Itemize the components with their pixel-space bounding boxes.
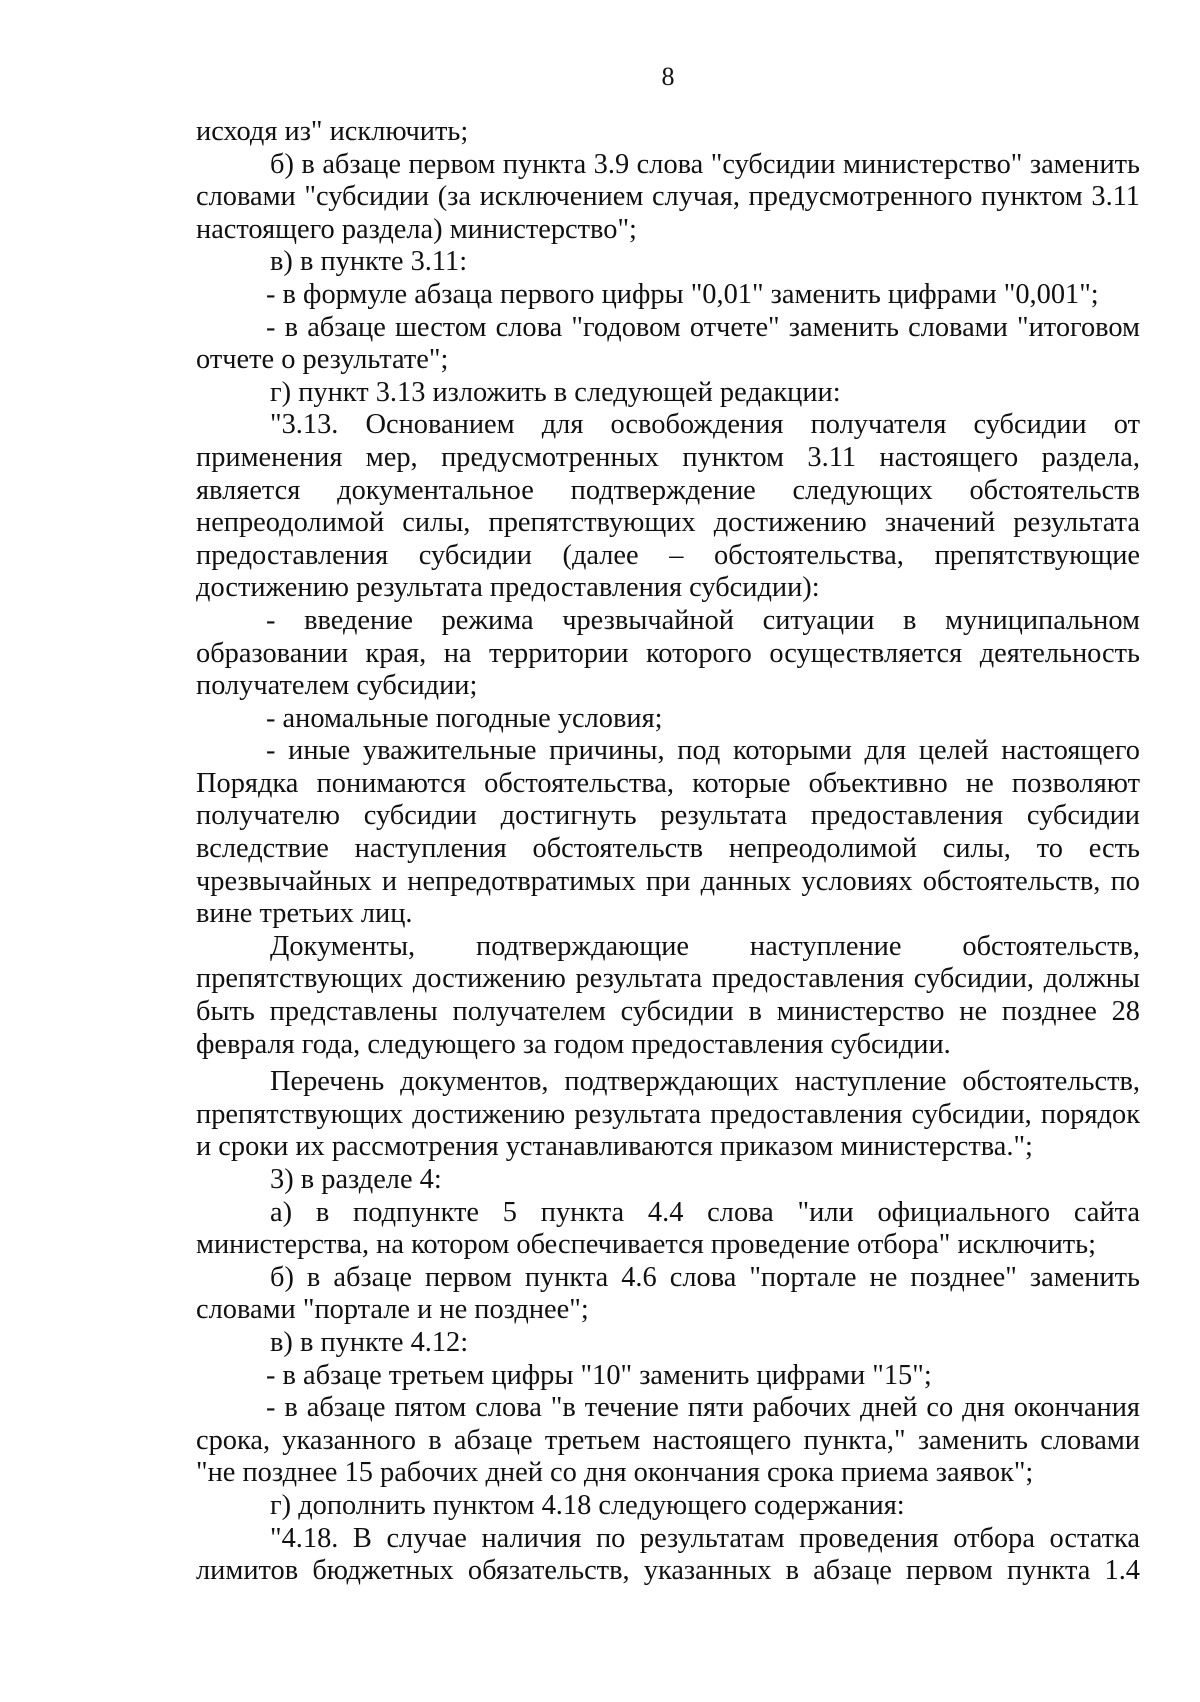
paragraph-item-v-4-12: в) в пункте 4.12: (270, 1326, 469, 1358)
page-number: 8 (661, 62, 675, 91)
paragraph-section-4: 3) в разделе 4: (270, 1164, 442, 1195)
paragraph-item-v-3-11: в) в пункте 3.11: (270, 246, 468, 278)
paragraph-continuation: исходя из" исключить; (196, 116, 469, 147)
paragraph-clause-3-13: "3.13. Основанием для освобождения получателя субсидии от применения мер, предусмотренных пунктом 3.11 настоящего раздела, является документальное подтверждение следующих обстоятельств непреодолимой силы, препятствующих достижению значений результата предоставления субсидии (далее – обстоятельства, препятствующие достижению результата предоставления субсидии): (196, 409, 1140, 604)
paragraph-item-g-4-18: г) дополнить пунктом 4.18 следующего содержания: (270, 1489, 905, 1521)
paragraph-dash-formula: - в формуле абзаца первого цифры "0,01" заменить цифрами "0,001"; (266, 278, 1099, 310)
paragraph-dash-other-reasons: - иные уважительные причины, под которыми для целей настоящего Порядка понимаются обстоятельства, которые объективно не позволяют получателю субсидии достигнуть результата предоставления субсидии вследствие наступления обстоятельств непреодолимой силы, то есть чрезвычайных и непредотвратимых при данных условиях обстоятельств, по вине третьих лиц. (196, 735, 1140, 930)
paragraph-document-list: Перечень документов, подтверждающих наступление обстоятельств, препятствующих достижению результата предоставления субсидии, порядок и сроки их рассмотрения устанавливаются приказом министерства."; (196, 1066, 1140, 1163)
paragraph-item-g-3-13: г) пункт 3.13 изложить в следующей редакции: (270, 376, 841, 408)
paragraph-dash-emergency: - введение режима чрезвычайной ситуации в муниципальном образовании края, на территории которого осуществляется деятельность получателем субсидии; (196, 604, 1140, 702)
document-body (196, 116, 1140, 1588)
paragraph-dash-third: - в абзаце третьем цифры "10" заменить цифрами "15"; (266, 1359, 932, 1391)
paragraph-item-b-4-6: б) в абзаце первом пункта 4.6 слова "портале не позднее" заменить словами "портале и не позднее"; (196, 1261, 1140, 1326)
paragraph-clause-4-18: "4.18. В случае наличия по результатам проведения отбора остатка лимитов бюджетных обязательств, указанных в абзаце первом пункта 1.4 (196, 1522, 1140, 1587)
paragraph-documents: Документы, подтверждающие наступление обстоятельств, препятствующих достижению результата предоставления субсидии, должны быть представлены получателем субсидии в министерство не позднее 28 февраля года, следующего за годом предоставления субсидии. (196, 930, 1140, 1060)
paragraph-dash-weather: - аномальные погодные условия; (266, 702, 663, 734)
paragraph-item-b-3-9: б) в абзаце первом пункта 3.9 слова "субсидии министерство" заменить словами "субсидии (за исключением случая, предусмотренного пунктом 3.11 настоящего раздела) министерство"; (196, 148, 1140, 245)
paragraph-item-a-4-4: а) в подпункте 5 пункта 4.4 слова "или официального сайта министерства, на котором обеспечивается проведение отбора" исключить; (196, 1196, 1140, 1261)
paragraph-dash-fifth: - в абзаце пятом слова "в течение пяти рабочих дней со дня окончания срока, указанного в абзаце третьем настоящего пункта," заменить словами "не позднее 15 рабочих дней со дня окончания срока приема заявок"; (196, 1392, 1140, 1489)
paragraph-dash-report: - в абзаце шестом слова "годовом отчете" заменить словами "итоговом отчете о результате"; (196, 311, 1140, 376)
